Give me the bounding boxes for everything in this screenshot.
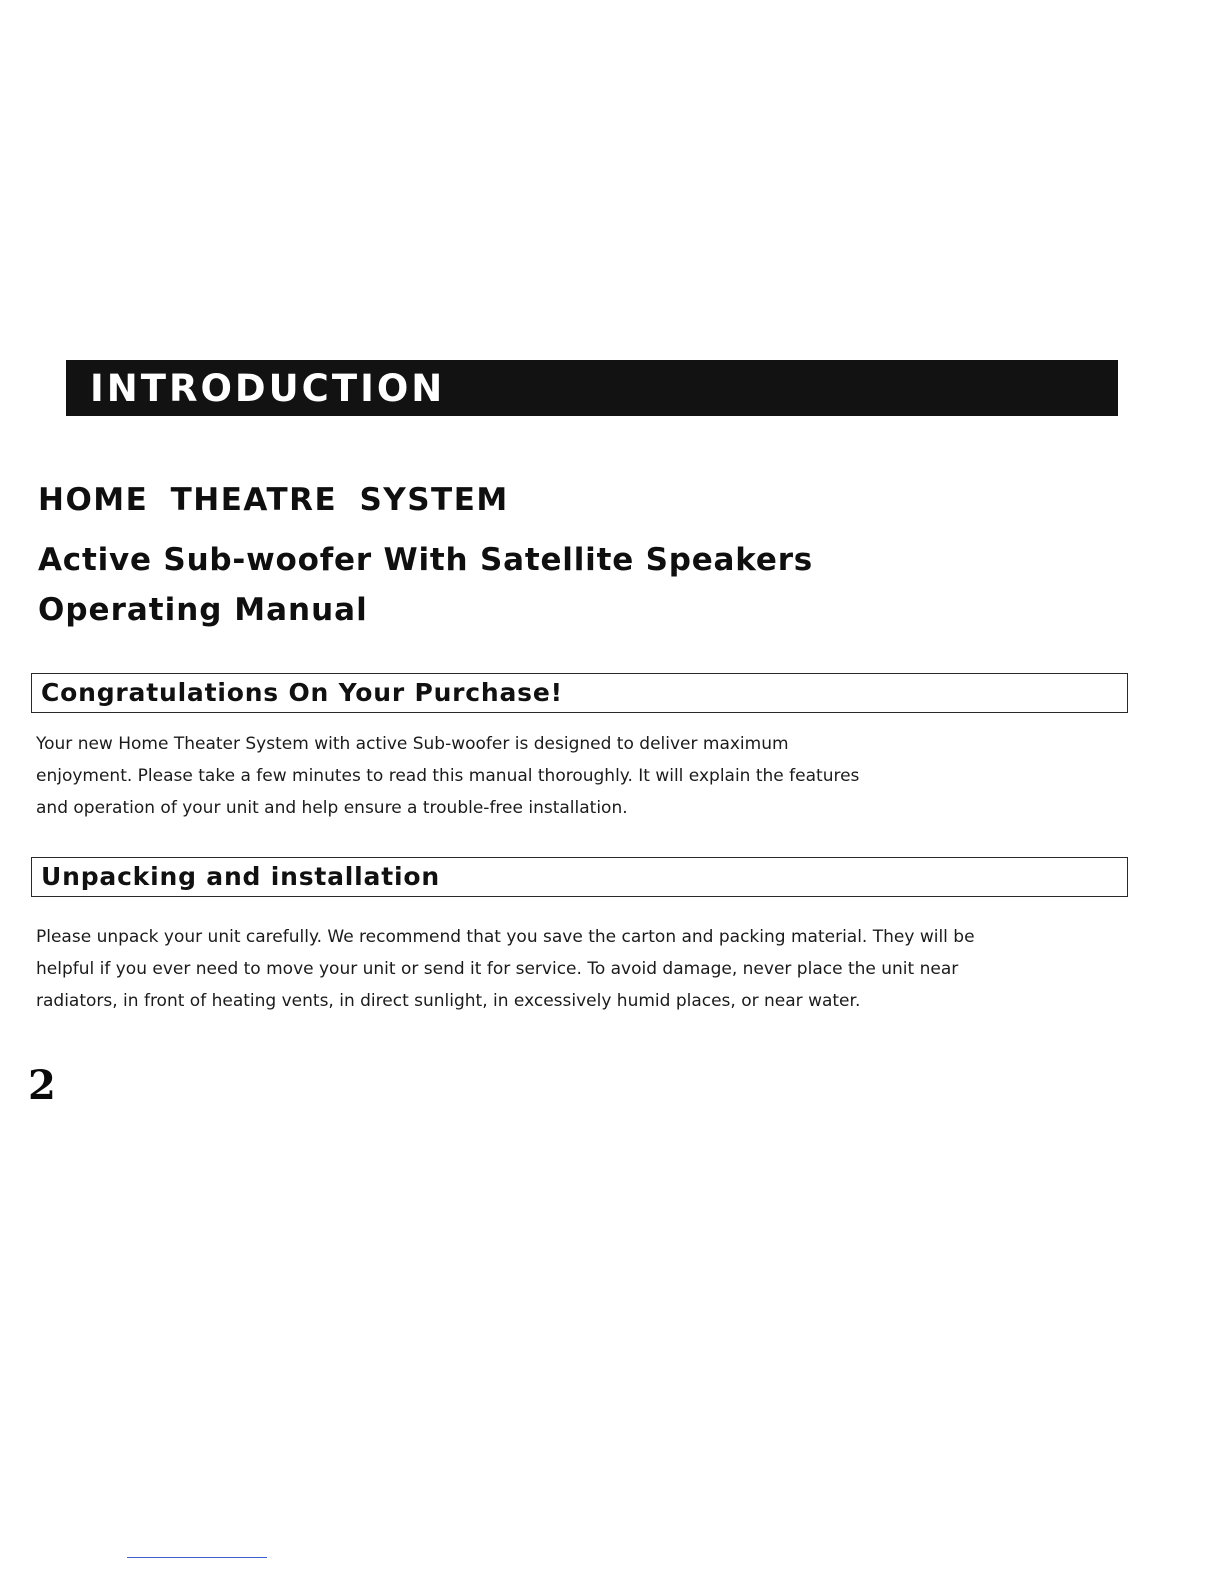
- paragraph-congratulations: [36, 728, 859, 824]
- section-heading-unpacking: Unpacking and installation: [41, 862, 440, 891]
- paragraph-line: helpful if you ever need to move your unit or send it for service. To avoid damage, never place the unit near: [36, 959, 959, 979]
- section-heading-box-unpacking: [31, 857, 1128, 897]
- document-subtitle: Active Sub-woofer With Satellite Speakers: [38, 542, 814, 578]
- introduction-heading: INTRODUCTION: [90, 367, 446, 410]
- paragraph-unpacking: [36, 921, 975, 1017]
- paragraph-line: radiators, in front of heating vents, in direct sunlight, in excessively humid places, or near water.: [36, 991, 861, 1011]
- paragraph-line: Please unpack your unit carefully. We recommend that you save the carton and packing material. They will be: [36, 927, 975, 947]
- paragraph-line: Your new Home Theater System with active Sub-woofer is designed to deliver maximum: [36, 734, 789, 754]
- section-heading-congratulations: Congratulations On Your Purchase!: [41, 678, 563, 707]
- bottom-rule: [127, 1557, 267, 1558]
- document-title: HOME THEATRE SYSTEM: [38, 482, 509, 518]
- paragraph-line: enjoyment. Please take a few minutes to read this manual thoroughly. It will explain the features: [36, 766, 860, 786]
- paragraph-line: and operation of your unit and help ensure a trouble-free installation.: [36, 798, 628, 818]
- page-number: 2: [28, 1062, 56, 1109]
- document-manual-label: Operating Manual: [38, 592, 368, 628]
- section-heading-box-congratulations: [31, 673, 1128, 713]
